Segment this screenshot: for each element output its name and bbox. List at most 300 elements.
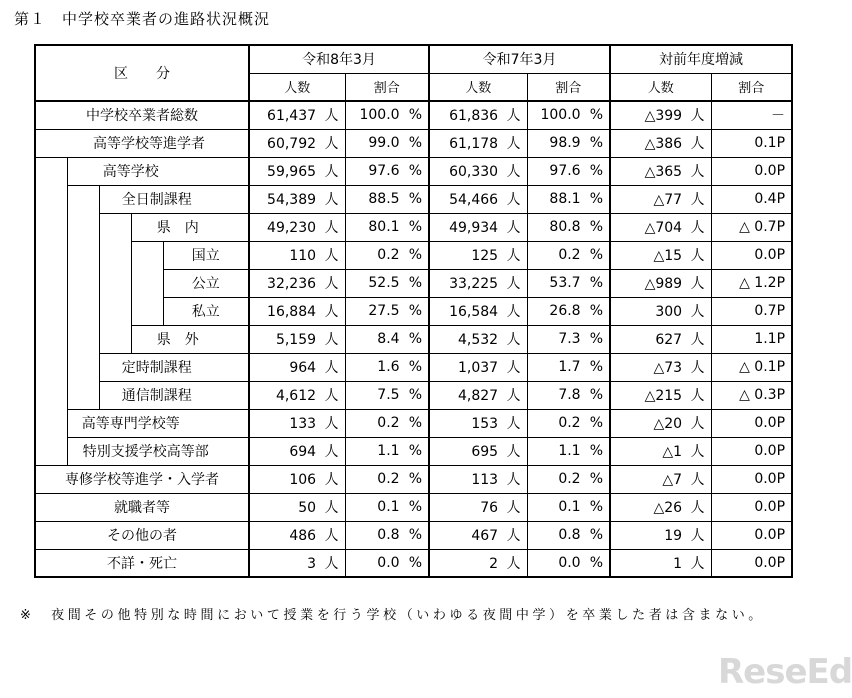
unit-label: 人 bbox=[324, 136, 339, 152]
header-r7-count: 人数 bbox=[429, 73, 527, 101]
ratio-r8 bbox=[345, 437, 429, 465]
indent-cell bbox=[35, 157, 67, 185]
unit-label: 人 bbox=[690, 444, 705, 460]
unit-label: 人 bbox=[324, 500, 339, 516]
count-r8 bbox=[249, 129, 345, 157]
indent-cell bbox=[35, 409, 67, 437]
cell-value: 3 bbox=[307, 555, 317, 572]
count-r8 bbox=[249, 325, 345, 353]
ratio-r8 bbox=[345, 381, 429, 409]
count-r7 bbox=[429, 549, 527, 577]
ratio-change: 0.1P bbox=[711, 129, 792, 157]
cell-value: 0.0 bbox=[377, 554, 400, 571]
row-label: 専修学校等進学・入学者 bbox=[35, 465, 249, 493]
unit-label: 人 bbox=[690, 528, 705, 544]
row-label: 県 外 bbox=[131, 325, 249, 353]
indent-cell bbox=[67, 241, 99, 269]
indent-cell bbox=[99, 269, 131, 297]
ratio-change: 0.0P bbox=[711, 157, 792, 185]
cell-value: 1 bbox=[673, 555, 683, 572]
cell-value: △365 bbox=[644, 164, 683, 180]
cell-value: 32,236 bbox=[267, 276, 317, 292]
cell-value: 19 bbox=[664, 528, 683, 544]
indent-cell bbox=[99, 325, 131, 353]
cell-value: 106 bbox=[289, 472, 317, 488]
ratio-r7 bbox=[527, 101, 610, 129]
unit-label: % bbox=[589, 387, 604, 403]
cell-value: 54,389 bbox=[267, 192, 317, 208]
indent-cell bbox=[131, 297, 163, 325]
ratio-r8 bbox=[345, 521, 429, 549]
cell-value: △1 bbox=[662, 444, 683, 460]
header-change-count: 人数 bbox=[610, 73, 711, 101]
ratio-r8 bbox=[345, 493, 429, 521]
table-row bbox=[35, 185, 792, 213]
table-row bbox=[35, 521, 792, 549]
unit-label: % bbox=[408, 471, 423, 487]
table-row bbox=[35, 437, 792, 465]
unit-label: 人 bbox=[324, 332, 339, 348]
indent-cell bbox=[67, 381, 99, 409]
count-r7 bbox=[429, 129, 527, 157]
unit-label: % bbox=[408, 303, 423, 319]
ratio-change: △ 1.2P bbox=[711, 269, 792, 297]
table-row bbox=[35, 101, 792, 129]
count-r7 bbox=[429, 185, 527, 213]
cell-value: 76 bbox=[480, 500, 499, 516]
unit-label: 人 bbox=[506, 332, 521, 348]
cell-value: 2 bbox=[489, 555, 499, 572]
count-change bbox=[610, 157, 711, 185]
cell-value: 80.1 bbox=[368, 219, 400, 235]
header-r8-count: 人数 bbox=[249, 73, 345, 101]
unit-label: 人 bbox=[324, 192, 339, 208]
cell-value: 0.2 bbox=[377, 247, 400, 263]
unit-label: % bbox=[408, 415, 423, 431]
cell-value: 0.2 bbox=[558, 471, 581, 487]
unit-label: % bbox=[408, 219, 423, 235]
unit-label: 人 bbox=[324, 248, 339, 264]
row-label: 国立 bbox=[163, 241, 249, 269]
row-label: 私立 bbox=[163, 297, 249, 325]
cell-value: 0.2 bbox=[558, 415, 581, 431]
page-title: 第１ 中学校卒業者の進路状況概況 bbox=[14, 10, 271, 28]
ratio-r8 bbox=[345, 269, 429, 297]
count-change bbox=[610, 325, 711, 353]
row-label: 特別支援学校高等部 bbox=[67, 437, 249, 465]
indent-cell bbox=[35, 241, 67, 269]
resed-logo: ReseEd bbox=[718, 652, 852, 692]
cell-value: 88.1 bbox=[549, 191, 581, 207]
indent-cell bbox=[67, 213, 99, 241]
unit-label: 人 bbox=[690, 500, 705, 516]
header-r8-ratio: 割合 bbox=[345, 73, 429, 101]
header-r7: 令和7年3月 bbox=[429, 45, 610, 73]
ratio-change: 0.0P bbox=[711, 241, 792, 269]
ratio-r7 bbox=[527, 297, 610, 325]
unit-label: 人 bbox=[324, 388, 339, 404]
cell-value: 59,965 bbox=[267, 164, 317, 180]
unit-label: 人 bbox=[506, 164, 521, 180]
cell-value: 110 bbox=[289, 248, 317, 264]
row-label: 公立 bbox=[163, 269, 249, 297]
cell-value: 60,330 bbox=[449, 164, 499, 180]
count-change bbox=[610, 269, 711, 297]
unit-label: 人 bbox=[506, 220, 521, 236]
ratio-r7 bbox=[527, 269, 610, 297]
count-r7 bbox=[429, 409, 527, 437]
cell-value: 16,584 bbox=[449, 304, 499, 320]
unit-label: 人 bbox=[324, 276, 339, 292]
cell-value: △77 bbox=[653, 192, 683, 208]
unit-label: 人 bbox=[506, 500, 521, 516]
ratio-change: 0.0P bbox=[711, 409, 792, 437]
unit-label: % bbox=[589, 554, 604, 571]
count-change bbox=[610, 213, 711, 241]
count-r8 bbox=[249, 213, 345, 241]
row-label: 中学校卒業者総数 bbox=[35, 101, 249, 129]
cell-value: 27.5 bbox=[368, 303, 400, 319]
indent-cell bbox=[67, 185, 99, 213]
cell-value: 133 bbox=[289, 416, 317, 432]
unit-label: 人 bbox=[324, 472, 339, 488]
count-r7 bbox=[429, 297, 527, 325]
cell-value: 7.3 bbox=[558, 331, 581, 347]
cell-value: 4,827 bbox=[457, 388, 499, 404]
ratio-r8 bbox=[345, 549, 429, 577]
count-change bbox=[610, 241, 711, 269]
unit-label: 人 bbox=[506, 388, 521, 404]
table-row bbox=[35, 157, 792, 185]
ratio-change: 0.0P bbox=[711, 549, 792, 577]
unit-label: % bbox=[408, 499, 423, 515]
row-label: 県 内 bbox=[131, 213, 249, 241]
cell-value: △20 bbox=[653, 416, 683, 432]
row-label: 通信制課程 bbox=[99, 381, 249, 409]
cell-value: 300 bbox=[655, 304, 683, 320]
cell-value: 0.1 bbox=[377, 499, 400, 515]
unit-label: 人 bbox=[506, 472, 521, 488]
unit-label: % bbox=[589, 219, 604, 235]
ratio-r8 bbox=[345, 129, 429, 157]
cell-value: 16,884 bbox=[267, 304, 317, 320]
table-row bbox=[35, 297, 792, 325]
count-r7 bbox=[429, 325, 527, 353]
ratio-change: 0.0P bbox=[711, 493, 792, 521]
header-category: 区 分 bbox=[35, 45, 249, 101]
ratio-r7 bbox=[527, 129, 610, 157]
cell-value: 53.7 bbox=[549, 275, 581, 291]
unit-label: % bbox=[408, 443, 423, 459]
count-change bbox=[610, 129, 711, 157]
count-change bbox=[610, 297, 711, 325]
cell-value: 1.1 bbox=[377, 443, 400, 459]
count-r7 bbox=[429, 465, 527, 493]
cell-value: 49,934 bbox=[449, 220, 499, 236]
ratio-r7 bbox=[527, 521, 610, 549]
count-r7 bbox=[429, 437, 527, 465]
cell-value: 88.5 bbox=[368, 191, 400, 207]
ratio-r8 bbox=[345, 101, 429, 129]
cell-value: 0.0 bbox=[558, 554, 581, 571]
cell-value: 61,836 bbox=[449, 108, 499, 125]
unit-label: 人 bbox=[690, 555, 705, 572]
unit-label: % bbox=[589, 247, 604, 263]
unit-label: 人 bbox=[690, 192, 705, 208]
career-status-table bbox=[34, 44, 793, 578]
unit-label: % bbox=[589, 527, 604, 543]
indent-cell bbox=[35, 437, 67, 465]
count-change bbox=[610, 465, 711, 493]
table-row bbox=[35, 129, 792, 157]
cell-value: 0.2 bbox=[377, 415, 400, 431]
cell-value: 467 bbox=[471, 528, 499, 544]
ratio-r7 bbox=[527, 409, 610, 437]
count-r8 bbox=[249, 269, 345, 297]
ratio-r7 bbox=[527, 157, 610, 185]
cell-value: 486 bbox=[289, 528, 317, 544]
cell-value: 4,532 bbox=[457, 332, 499, 348]
cell-value: 0.8 bbox=[558, 527, 581, 543]
count-r8 bbox=[249, 549, 345, 577]
ratio-change: 0.0P bbox=[711, 465, 792, 493]
unit-label: % bbox=[589, 275, 604, 291]
ratio-change: △ 0.7P bbox=[711, 213, 792, 241]
header-r8: 令和8年3月 bbox=[249, 45, 429, 73]
unit-label: % bbox=[408, 247, 423, 263]
unit-label: 人 bbox=[324, 164, 339, 180]
ratio-change: 0.0P bbox=[711, 437, 792, 465]
unit-label: % bbox=[408, 107, 423, 124]
cell-value: 100.0 bbox=[540, 107, 581, 124]
ratio-change: 0.7P bbox=[711, 297, 792, 325]
unit-label: 人 bbox=[324, 444, 339, 460]
indent-cell bbox=[35, 297, 67, 325]
ratio-r8 bbox=[345, 465, 429, 493]
row-label: 高等専門学校等 bbox=[67, 409, 249, 437]
ratio-change: 0.0P bbox=[711, 521, 792, 549]
count-r8 bbox=[249, 353, 345, 381]
cell-value: 0.1 bbox=[558, 499, 581, 515]
cell-value: 97.6 bbox=[368, 163, 400, 179]
count-r7 bbox=[429, 213, 527, 241]
table-row bbox=[35, 409, 792, 437]
unit-label: % bbox=[408, 331, 423, 347]
unit-label: % bbox=[589, 331, 604, 347]
unit-label: % bbox=[589, 415, 604, 431]
cell-value: 695 bbox=[471, 444, 499, 460]
unit-label: 人 bbox=[690, 136, 705, 152]
cell-value: △399 bbox=[644, 108, 683, 125]
unit-label: % bbox=[589, 191, 604, 207]
row-label: 就職者等 bbox=[35, 493, 249, 521]
cell-value: 8.4 bbox=[377, 331, 400, 347]
unit-label: % bbox=[408, 359, 423, 375]
table-row bbox=[35, 269, 792, 297]
ratio-r8 bbox=[345, 353, 429, 381]
ratio-r7 bbox=[527, 353, 610, 381]
unit-label: % bbox=[589, 135, 604, 151]
count-r8 bbox=[249, 493, 345, 521]
indent-cell bbox=[67, 325, 99, 353]
unit-label: 人 bbox=[506, 528, 521, 544]
cell-value: 97.6 bbox=[549, 163, 581, 179]
cell-value: 52.5 bbox=[368, 275, 400, 291]
unit-label: % bbox=[589, 303, 604, 319]
ratio-r7 bbox=[527, 213, 610, 241]
unit-label: 人 bbox=[506, 555, 521, 572]
ratio-r7 bbox=[527, 241, 610, 269]
unit-label: 人 bbox=[506, 108, 521, 125]
unit-label: % bbox=[408, 191, 423, 207]
unit-label: 人 bbox=[506, 248, 521, 264]
count-change bbox=[610, 549, 711, 577]
ratio-r7 bbox=[527, 325, 610, 353]
indent-cell bbox=[99, 297, 131, 325]
ratio-r8 bbox=[345, 213, 429, 241]
unit-label: 人 bbox=[690, 220, 705, 236]
row-label: 高等学校 bbox=[67, 157, 249, 185]
row-label: その他の者 bbox=[35, 521, 249, 549]
indent-cell bbox=[67, 269, 99, 297]
indent-cell bbox=[99, 241, 131, 269]
table-row bbox=[35, 381, 792, 409]
table-row bbox=[35, 213, 792, 241]
cell-value: △73 bbox=[653, 360, 683, 376]
unit-label: 人 bbox=[324, 304, 339, 320]
count-r8 bbox=[249, 157, 345, 185]
unit-label: 人 bbox=[506, 192, 521, 208]
count-r7 bbox=[429, 101, 527, 129]
count-change bbox=[610, 101, 711, 129]
unit-label: 人 bbox=[324, 555, 339, 572]
ratio-r8 bbox=[345, 185, 429, 213]
cell-value: 627 bbox=[655, 332, 683, 348]
cell-value: △704 bbox=[644, 220, 683, 236]
unit-label: % bbox=[408, 387, 423, 403]
ratio-r7 bbox=[527, 185, 610, 213]
count-r7 bbox=[429, 353, 527, 381]
table-row bbox=[35, 353, 792, 381]
cell-value: △215 bbox=[644, 388, 683, 404]
footnote: ※ 夜間その他特別な時間において授業を行う学校（いわゆる夜間中学）を卒業した者は含まない。 bbox=[20, 608, 765, 623]
cell-value: 153 bbox=[471, 416, 499, 432]
ratio-r8 bbox=[345, 409, 429, 437]
indent-cell bbox=[131, 269, 163, 297]
unit-label: 人 bbox=[324, 416, 339, 432]
ratio-r8 bbox=[345, 325, 429, 353]
ratio-change: － bbox=[711, 101, 792, 129]
count-change bbox=[610, 381, 711, 409]
count-r8 bbox=[249, 297, 345, 325]
unit-label: 人 bbox=[324, 360, 339, 376]
cell-value: 54,466 bbox=[449, 192, 499, 208]
cell-value: 99.0 bbox=[368, 135, 400, 151]
cell-value: 1.6 bbox=[377, 359, 400, 375]
indent-cell bbox=[35, 269, 67, 297]
header-change-ratio: 割合 bbox=[711, 73, 792, 101]
header-row-1 bbox=[35, 45, 792, 73]
cell-value: 964 bbox=[289, 360, 317, 376]
indent-cell bbox=[35, 381, 67, 409]
count-r8 bbox=[249, 465, 345, 493]
cell-value: 98.9 bbox=[549, 135, 581, 151]
unit-label: 人 bbox=[690, 360, 705, 376]
row-label: 不詳・死亡 bbox=[35, 549, 249, 577]
ratio-r7 bbox=[527, 437, 610, 465]
cell-value: 5,159 bbox=[275, 332, 317, 348]
cell-value: 0.2 bbox=[377, 471, 400, 487]
table-row bbox=[35, 549, 792, 577]
count-change bbox=[610, 493, 711, 521]
indent-cell bbox=[35, 185, 67, 213]
unit-label: 人 bbox=[690, 332, 705, 348]
count-change bbox=[610, 521, 711, 549]
unit-label: % bbox=[589, 359, 604, 375]
table-row bbox=[35, 241, 792, 269]
count-change bbox=[610, 353, 711, 381]
unit-label: 人 bbox=[506, 444, 521, 460]
cell-value: △386 bbox=[644, 136, 683, 152]
unit-label: % bbox=[408, 135, 423, 151]
count-r7 bbox=[429, 521, 527, 549]
table-row bbox=[35, 465, 792, 493]
cell-value: 0.8 bbox=[377, 527, 400, 543]
unit-label: % bbox=[408, 163, 423, 179]
count-change bbox=[610, 409, 711, 437]
cell-value: 61,437 bbox=[267, 108, 317, 125]
ratio-change: △ 0.1P bbox=[711, 353, 792, 381]
count-r8 bbox=[249, 381, 345, 409]
unit-label: % bbox=[408, 275, 423, 291]
indent-cell bbox=[35, 213, 67, 241]
unit-label: 人 bbox=[690, 108, 705, 125]
unit-label: 人 bbox=[690, 388, 705, 404]
count-r7 bbox=[429, 381, 527, 409]
cell-value: 113 bbox=[471, 472, 499, 488]
indent-cell bbox=[99, 213, 131, 241]
ratio-r8 bbox=[345, 297, 429, 325]
header-r7-ratio: 割合 bbox=[527, 73, 610, 101]
cell-value: 61,178 bbox=[449, 136, 499, 152]
unit-label: 人 bbox=[324, 220, 339, 236]
unit-label: % bbox=[408, 527, 423, 543]
ratio-r8 bbox=[345, 157, 429, 185]
unit-label: 人 bbox=[690, 304, 705, 320]
table-row bbox=[35, 493, 792, 521]
unit-label: 人 bbox=[690, 248, 705, 264]
cell-value: 1.1 bbox=[558, 443, 581, 459]
count-r7 bbox=[429, 241, 527, 269]
indent-cell bbox=[67, 353, 99, 381]
unit-label: 人 bbox=[506, 136, 521, 152]
unit-label: 人 bbox=[690, 276, 705, 292]
row-label: 高等学校等進学者 bbox=[35, 129, 249, 157]
unit-label: 人 bbox=[690, 164, 705, 180]
indent-cell bbox=[67, 297, 99, 325]
count-r8 bbox=[249, 437, 345, 465]
cell-value: 7.8 bbox=[558, 387, 581, 403]
count-r8 bbox=[249, 185, 345, 213]
ratio-r7 bbox=[527, 549, 610, 577]
cell-value: △7 bbox=[662, 472, 683, 488]
count-change bbox=[610, 185, 711, 213]
cell-value: 1,037 bbox=[457, 360, 499, 376]
unit-label: 人 bbox=[690, 472, 705, 488]
unit-label: 人 bbox=[506, 416, 521, 432]
cell-value: 7.5 bbox=[377, 387, 400, 403]
count-change bbox=[610, 437, 711, 465]
